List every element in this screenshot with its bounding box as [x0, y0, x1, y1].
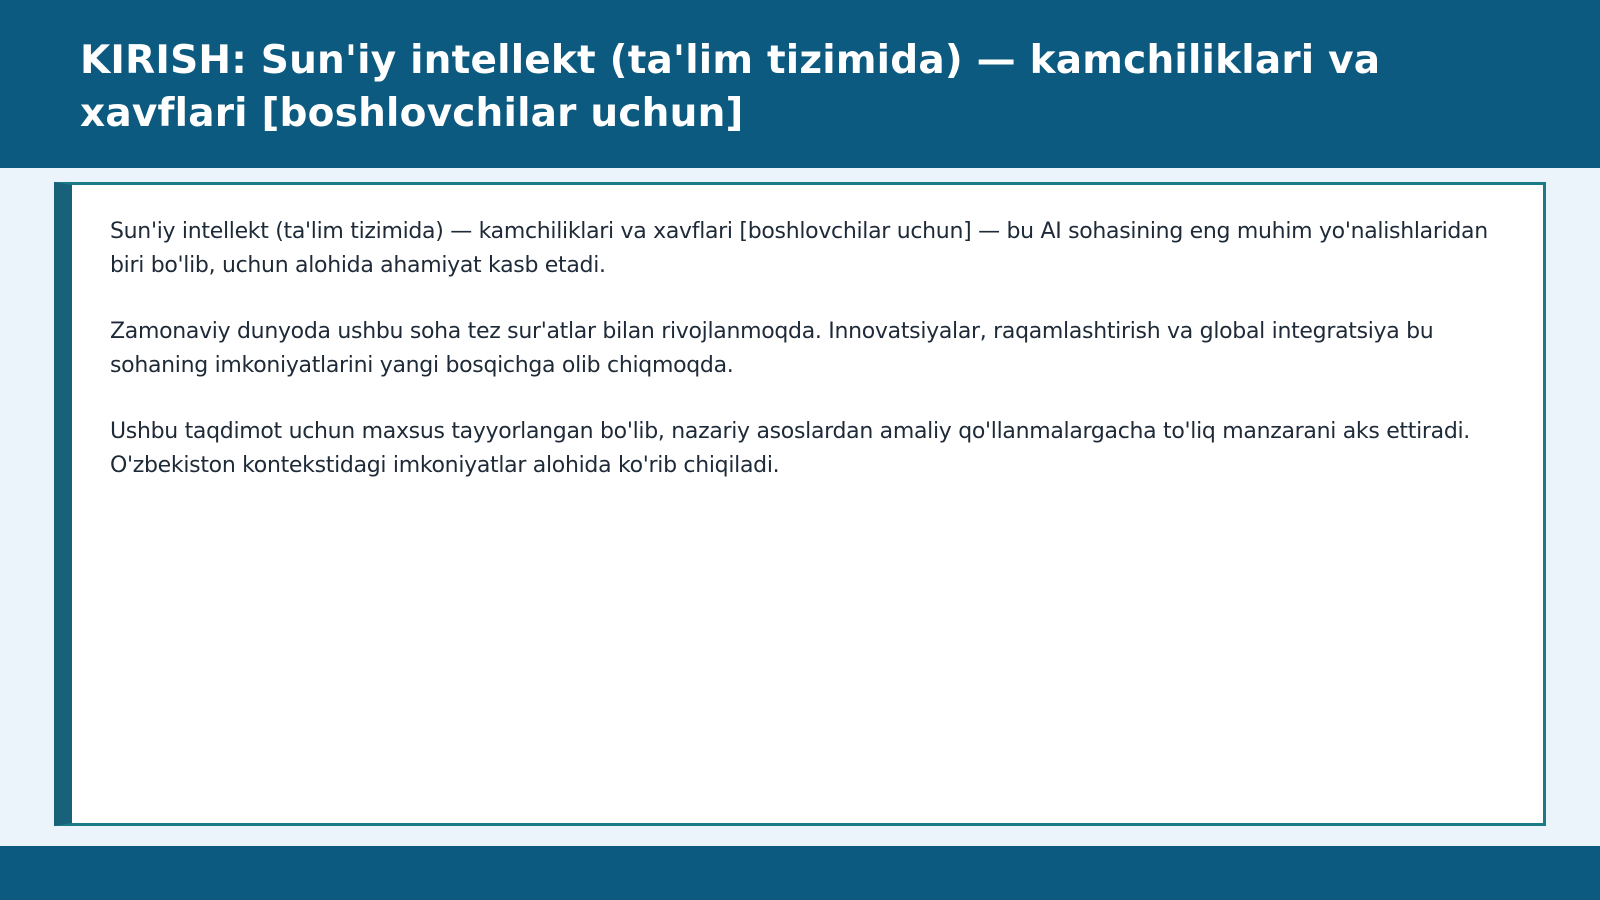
intro-paragraph: Sun'iy intellekt (ta'lim tizimida) — kamchiliklari va xavflari [boshlovchilar uchun] — bu AI sohasining eng muhim yo'nalishlaridan biri bo'lib, uchun alohida ahamiyat kasb etadi.: [110, 219, 1488, 278]
slide-header: [0, 0, 1600, 168]
presentation-paragraph: Ushbu taqdimot uchun maxsus tayyorlangan bo'lib, nazariy asoslardan amaliy qo'llanmalargacha to'liq manzarani aks ettiradi. O'zbekiston kontekstidagi imkoniyatlar alohida ko'rib chiqiladi.: [110, 419, 1470, 478]
slide-footer: [0, 846, 1600, 900]
content-card: [54, 182, 1546, 826]
context-paragraph: Zamonaviy dunyoda ushbu soha tez sur'atlar bilan rivojlanmoqda. Innovatsiyalar, raqamlashtirish va global integratsiya bu sohaning imkoniyatlarini yangi bosqichga olib chiqmoqda.: [110, 319, 1434, 378]
slide-title: KIRISH: Sun'iy intellekt (ta'lim tizimida) — kamchiliklari va xavflari [boshlovchilar uchun]: [80, 38, 1381, 136]
